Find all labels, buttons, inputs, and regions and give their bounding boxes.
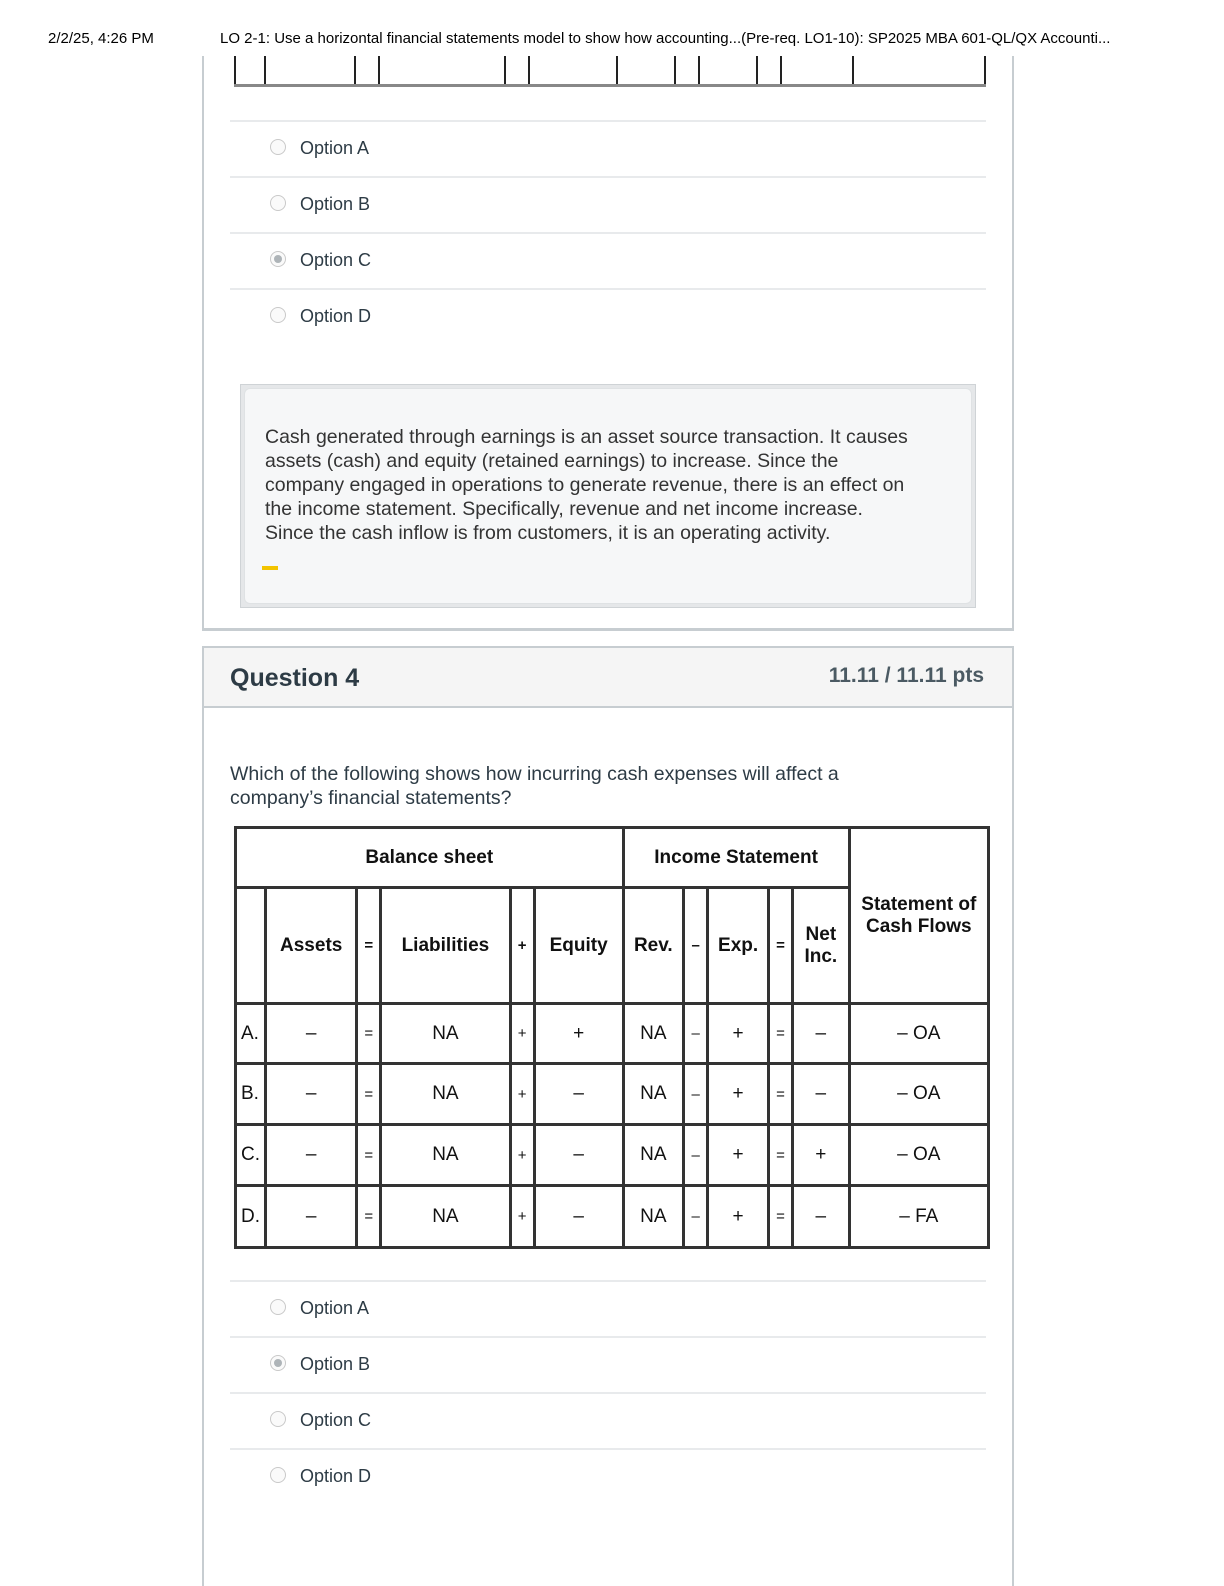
liabilities-header: Liabilities: [381, 888, 510, 1004]
equals-cell: =: [768, 1125, 792, 1186]
question-4-card: [202, 646, 1014, 1586]
row-label: C.: [236, 1125, 266, 1186]
q4-option-a[interactable]: [230, 1280, 986, 1336]
print-header: [0, 30, 1224, 50]
q3-option-a[interactable]: [230, 120, 986, 176]
radio-button[interactable]: [270, 1299, 286, 1315]
row-label: A.: [236, 1004, 266, 1064]
revenue-cell: NA: [623, 1125, 684, 1186]
expense-header: Exp.: [708, 888, 769, 1004]
expense-cell: +: [708, 1125, 769, 1186]
radio-button[interactable]: [270, 307, 286, 323]
option-label: Option D: [300, 306, 372, 326]
revenue-cell: NA: [623, 1186, 684, 1248]
equals-cell: =: [357, 1004, 381, 1064]
option-label: Option C: [300, 1410, 372, 1430]
equals-header: =: [768, 888, 792, 1004]
revenue-cell: NA: [623, 1064, 684, 1125]
q3-option-b[interactable]: [230, 176, 986, 232]
q3-option-d[interactable]: [230, 288, 986, 344]
assets-header: Assets: [266, 888, 357, 1004]
radio-button-selected[interactable]: [270, 1355, 286, 1371]
plus-cell: +: [510, 1186, 534, 1248]
option-label: Option D: [300, 1466, 372, 1486]
table-row: [236, 1004, 989, 1064]
equals-cell: =: [768, 1186, 792, 1248]
question-points: 11.11 / 11.11 pts: [828, 664, 984, 687]
radio-button[interactable]: [270, 195, 286, 211]
equity-cell: +: [534, 1004, 623, 1064]
liabilities-cell: NA: [381, 1186, 510, 1248]
row-label: B.: [236, 1064, 266, 1125]
expense-cell: +: [708, 1064, 769, 1125]
question-3-card: [202, 56, 1014, 631]
row-label-header: [236, 888, 266, 1004]
expense-cell: +: [708, 1004, 769, 1064]
radio-button[interactable]: [270, 1467, 286, 1483]
option-label: Option C: [300, 250, 372, 270]
q4-option-b[interactable]: [230, 1336, 986, 1392]
minus-header: –: [684, 888, 708, 1004]
net-income-cell: –: [793, 1186, 850, 1248]
revenue-header: Rev.: [623, 888, 684, 1004]
table-row: [236, 1125, 989, 1186]
table-row: [236, 1186, 989, 1248]
assets-cell: –: [266, 1004, 357, 1064]
option-label: Option B: [300, 194, 371, 214]
option-label: Option B: [300, 1354, 371, 1374]
plus-cell: +: [510, 1125, 534, 1186]
previous-table-bottom: [234, 56, 986, 87]
liabilities-cell: NA: [381, 1125, 510, 1186]
question-text: Which of the following shows how incurring cash expenses will affect a company’s financial statements?: [230, 763, 839, 809]
plus-cell: +: [510, 1004, 534, 1064]
minus-cell: –: [684, 1125, 708, 1186]
radio-button[interactable]: [270, 1411, 286, 1427]
expense-cell: +: [708, 1186, 769, 1248]
minus-cell: –: [684, 1186, 708, 1248]
equals-cell: =: [768, 1004, 792, 1064]
question-3-options: [230, 120, 986, 344]
liabilities-cell: NA: [381, 1004, 510, 1064]
net-income-cell: –: [793, 1064, 850, 1125]
equity-header: Equity: [534, 888, 623, 1004]
cash-flows-header: Statement of Cash Flows: [849, 828, 988, 1004]
equity-cell: –: [534, 1125, 623, 1186]
plus-header: +: [510, 888, 534, 1004]
radio-button-selected[interactable]: [270, 251, 286, 267]
cash-flows-cell: – OA: [849, 1125, 988, 1186]
liabilities-cell: NA: [381, 1064, 510, 1125]
balance-sheet-header: Balance sheet: [236, 828, 624, 888]
table-row: [236, 1064, 989, 1125]
net-income-cell: +: [793, 1125, 850, 1186]
q3-option-c[interactable]: [230, 232, 986, 288]
revenue-cell: NA: [623, 1004, 684, 1064]
income-statement-header: Income Statement: [623, 828, 849, 888]
row-label: D.: [236, 1186, 266, 1248]
equals-cell: =: [357, 1125, 381, 1186]
answer-feedback-box: [240, 384, 976, 608]
option-label: Option A: [300, 1298, 370, 1318]
print-timestamp: 2/2/25, 4:26 PM: [48, 30, 154, 47]
minus-cell: –: [684, 1004, 708, 1064]
radio-button[interactable]: [270, 139, 286, 155]
cash-flows-cell: – OA: [849, 1064, 988, 1125]
equity-cell: –: [534, 1064, 623, 1125]
equals-cell: =: [768, 1064, 792, 1125]
question-header: [204, 648, 1012, 708]
minus-cell: –: [684, 1064, 708, 1125]
q4-option-c[interactable]: [230, 1392, 986, 1448]
equity-cell: –: [534, 1186, 623, 1248]
financial-statements-model-table: [234, 826, 990, 1249]
net-income-header: Net Inc.: [793, 888, 850, 1004]
plus-cell: +: [510, 1064, 534, 1125]
question-title: Question 4: [230, 664, 360, 692]
equals-cell: =: [357, 1064, 381, 1125]
equals-header: =: [357, 888, 381, 1004]
q4-option-d[interactable]: [230, 1448, 986, 1504]
cash-flows-cell: – FA: [849, 1186, 988, 1248]
net-income-cell: –: [793, 1004, 850, 1064]
annotation-marker-icon: [262, 566, 278, 570]
equals-cell: =: [357, 1186, 381, 1248]
assets-cell: –: [266, 1064, 357, 1125]
print-document-title: LO 2-1: Use a horizontal financial statements model to show how accounting...(Pre-req. LO1-10): SP2025 MBA 601-QL/QX Accounti...: [220, 30, 1111, 47]
assets-cell: –: [266, 1186, 357, 1248]
question-4-options: [230, 1280, 986, 1504]
answer-feedback-text: Cash generated through earnings is an asset source transaction. It causes assets (cash) and equity (retained earnings) to increase. Since the company engaged in operations to generate revenue, there is an effect on the income statement. Specifically, revenue and net income increase. Since the cash inflow is from customers, it is an operating activity.: [244, 388, 972, 604]
assets-cell: –: [266, 1125, 357, 1186]
cash-flows-cell: – OA: [849, 1004, 988, 1064]
option-label: Option A: [300, 138, 370, 158]
